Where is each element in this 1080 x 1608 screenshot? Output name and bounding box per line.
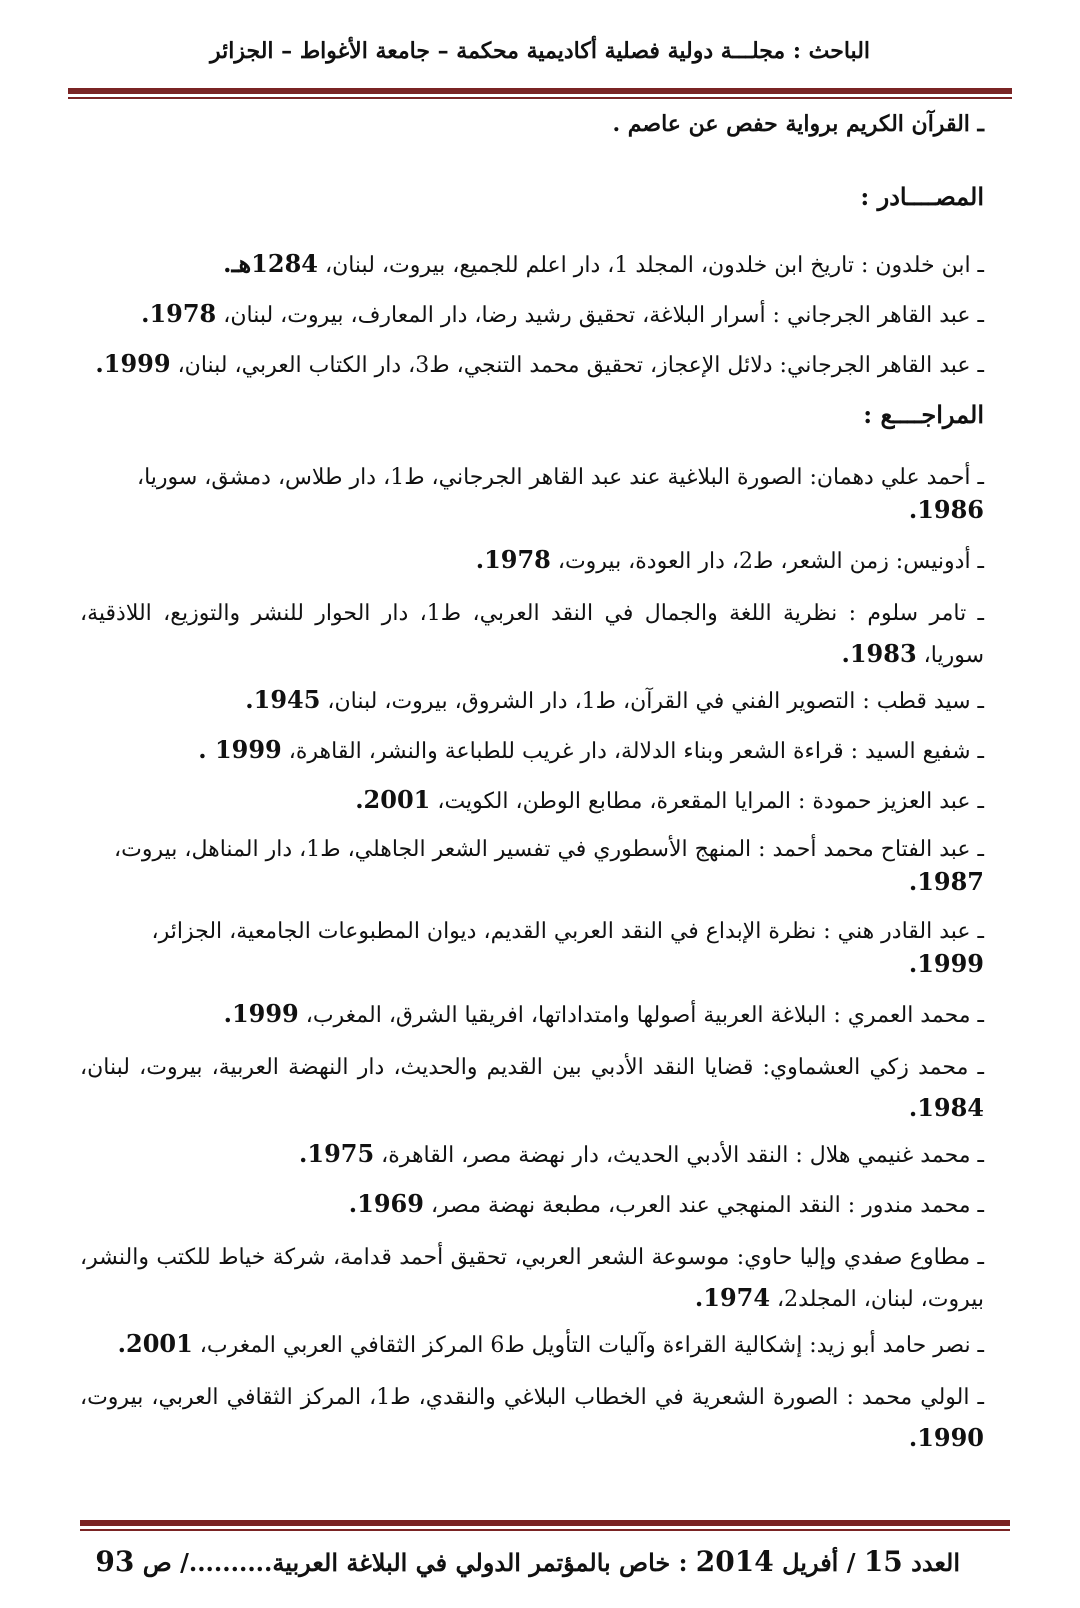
header-rule — [68, 88, 1012, 99]
reference-year: 1978. — [475, 545, 551, 574]
reference-year: 1999 . — [198, 735, 282, 764]
reference-year: 1990. — [908, 1423, 984, 1452]
quran-line: ـ القرآن الكريم برواية حفص عن عاصم . — [612, 111, 984, 137]
references-title: المراجــــع : — [863, 400, 984, 429]
page-header — [175, 34, 905, 68]
reference-item: ـ مطاوع صفدي وإليا حاوي: موسوعة الشعر العربي، تحقيق أحمد قدامة، شركة خياط للكتب والنشر، بيروت، لبنان، المجلد2، 1974. — [80, 1245, 984, 1312]
reference-year: 2001. — [117, 1329, 193, 1358]
reference-item: ـ شفيع السيد : قراءة الشعر وبناء الدلالة، دار غريب للطباعة والنشر، القاهرة، 1999 . — [198, 735, 984, 764]
issue-month: أفريل — [782, 1548, 839, 1577]
page-content — [80, 108, 984, 1468]
page-footer — [95, 1542, 960, 1583]
issue-number: 15 — [863, 1545, 903, 1578]
source-year: 1978. — [141, 299, 217, 328]
page-number: 93 — [95, 1545, 135, 1578]
reference-item: ـ تامر سلوم : نظرية اللغة والجمال في النقد العربي، ط1، دار الحوار للنشر والتوزيع، اللاذقية، سوريا، 1983. — [80, 601, 985, 668]
source-item: ـ ابن خلدون : تاريخ ابن خلدون، المجلد 1، دار اعلم للجميع، بيروت، لبنان، 1284هـ. — [223, 249, 984, 278]
reference-year: 2001. — [355, 785, 431, 814]
reference-item: ـ عبد العزيز حمودة : المرايا المقعرة، مطابع الوطن، الكويت، 2001. — [355, 785, 984, 814]
reference-year: 1984. — [908, 1093, 984, 1122]
reference-year: 1983. — [841, 639, 917, 668]
reference-year: 1999. — [908, 949, 984, 978]
footer-rule — [80, 1520, 1010, 1531]
reference-item: ـ محمد مندور : النقد المنهجي عند العرب، مطبعة نهضة مصر، 1969. — [348, 1189, 984, 1218]
reference-item: ـ أدونيس: زمن الشعر، ط2، دار العودة، بيروت، 1978. — [475, 545, 984, 574]
reference-item: ـ عبد الفتاح محمد أحمد : المنهج الأسطوري في تفسير الشعر الجاهلي، ط1، دار المناهل، بيروت، 1987. — [114, 837, 984, 896]
source-item: ـ عبد القاهر الجرجاني : أسرار البلاغة، تحقيق رشيد رضا، دار المعارف، بيروت، لبنان، 1978. — [141, 299, 984, 328]
reference-item: ـ محمد غنيمي هلال : النقد الأدبي الحديث، دار نهضة مصر، القاهرة، 1975. — [299, 1139, 984, 1168]
reference-item: ـ نصر حامد أبو زيد: إشكالية القراءة وآليات التأويل ط6 المركز الثقافي العربي المغرب، 2001. — [117, 1329, 984, 1358]
sources-title: المصــــادر : — [860, 182, 984, 211]
issue-year: 2014 — [695, 1545, 774, 1578]
reference-year: 1969. — [348, 1189, 424, 1218]
source-year: 1999. — [95, 349, 171, 378]
journal-title: الباحث : مجلـــة دولية فصلية أكاديمية محكمة – جامعة الأغواط – الجزائر — [209, 38, 871, 64]
reference-item: ـ أحمد علي دهمان: الصورة البلاغية عند عبد القاهر الجرجاني، ط1، دار طلاس، دمشق، سوريا، 1986. — [136, 465, 984, 524]
issue-separator: / — [846, 1548, 856, 1577]
issue-label: العدد — [911, 1548, 960, 1577]
reference-year: 1986. — [908, 495, 984, 524]
source-year: 1284هـ. — [223, 249, 318, 278]
reference-item: ـ عبد القادر هني : نظرة الإبداع في النقد العربي القديم، ديوان المطبوعات الجامعية، الجزائر، 1999. — [151, 919, 984, 978]
reference-year: 1987. — [908, 867, 984, 896]
special-issue-text: : خاص بالمؤتمر الدولي في البلاغة العربية........../ ص — [142, 1548, 688, 1577]
sources-list — [80, 248, 984, 382]
reference-year: 1999. — [223, 999, 299, 1028]
source-item: ـ عبد القاهر الجرجاني: دلائل الإعجاز، تحقيق محمد التنجي، ط3، دار الكتاب العربي، لبنان، 1999. — [95, 349, 984, 378]
reference-year: 1945. — [245, 685, 321, 714]
reference-item: ـ محمد زكي العشماوي: قضايا النقد الأدبي بين القديم والحديث، دار النهضة العربية، بيروت، لبنان، 1984. — [80, 1055, 984, 1122]
reference-item: ـ الولي محمد : الصورة الشعرية في الخطاب البلاغي والنقدي، ط1، المركز الثقافي العربي، بيروت، 1990. — [80, 1385, 984, 1452]
reference-year: 1974. — [694, 1283, 771, 1312]
reference-item: ـ محمد العمري : البلاغة العربية أصولها وامتداداتها، افريقيا الشرق، المغرب، 1999. — [223, 999, 984, 1028]
reference-year: 1975. — [299, 1139, 375, 1168]
references-list — [80, 462, 984, 1460]
reference-item: ـ سيد قطب : التصوير الفني في القرآن، ط1، دار الشروق، بيروت، لبنان، 1945. — [245, 685, 984, 714]
